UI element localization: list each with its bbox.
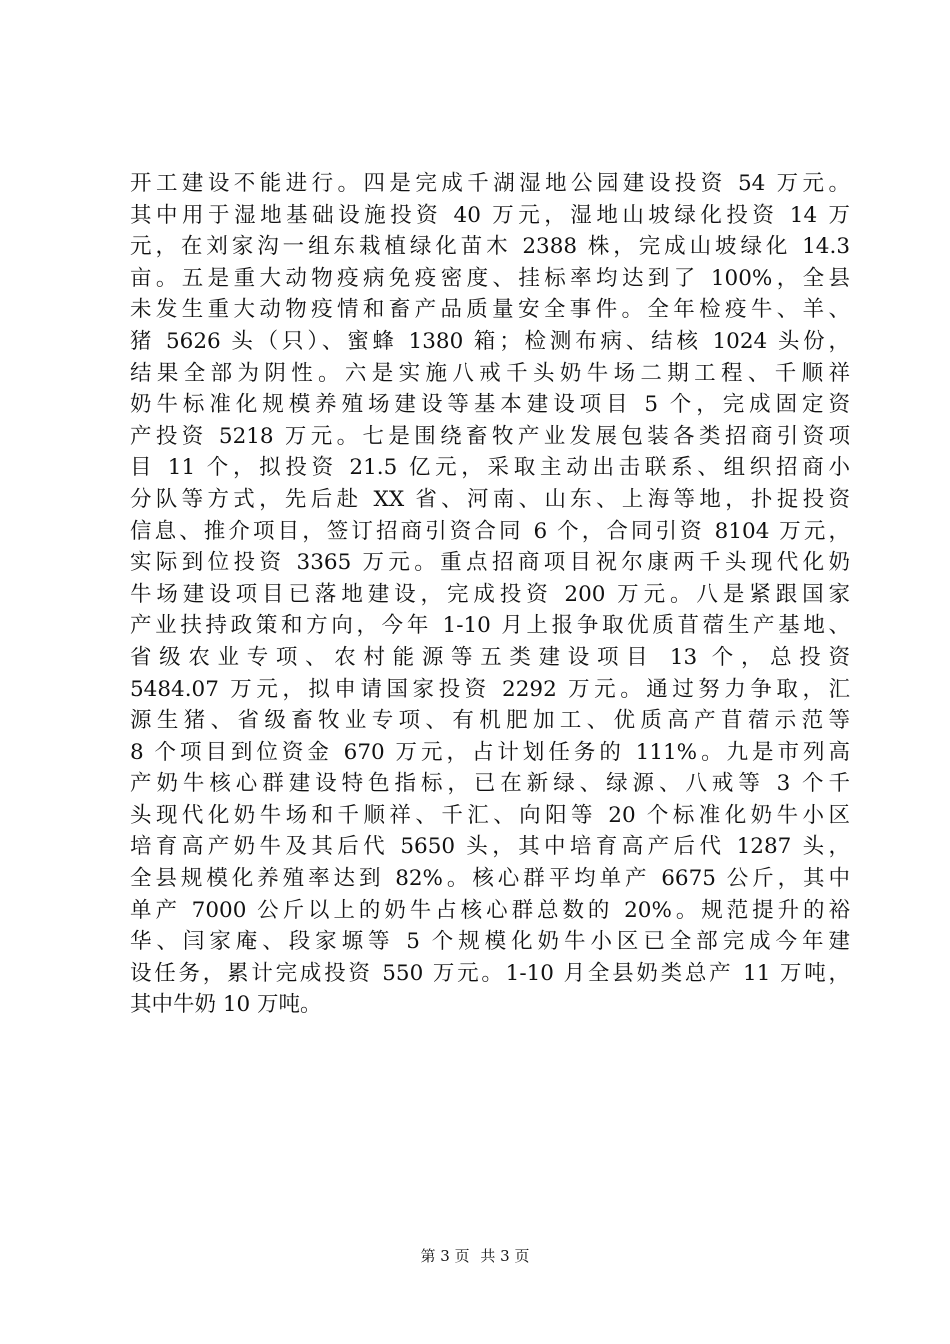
text-line-22: 培育高产奶牛及其后代 5650 头，其中培育高产后代 1287 头， <box>130 834 850 860</box>
text-line-1: 开工建设不能进行。四是完成千湖湿地公园建设投资 54 万元。 <box>130 171 850 196</box>
body-paragraph <box>130 168 850 1021</box>
text-line-19: 8 个项目到位资金 670 万元，占计划任务的 111%。九是市列高 <box>130 739 850 765</box>
text-line-23: 全县规模化养殖率达到 82%。核心群平均单产 6675 公斤，其中 <box>130 866 850 892</box>
text-line-17: 5484.07 万元，拟申请国家投资 2292 万元。通过努力争取，汇 <box>130 676 850 702</box>
text-line-16: 省级农业专项、农村能源等五类建设项目 13 个，总投资 <box>130 644 850 670</box>
text-line-10: 目 11 个，拟投资 21.5 亿元，采取主动出击联系、组织招商小 <box>130 455 850 481</box>
text-line-8: 奶牛标准化规模养殖场建设等基本建设项目 5 个，完成固定资 <box>130 392 850 418</box>
text-line-11: 分队等方式，先后赴 XX 省、河南、山东、上海等地，扑捉投资 <box>130 486 850 512</box>
text-line-5: 未发生重大动物疫情和畜产品质量安全事件。全年检疫牛、羊、 <box>130 297 850 323</box>
page-footer <box>0 1244 950 1268</box>
text-line-26: 设任务，累计完成投资 550 万元。1-10 月全县奶类总产 11 万吨， <box>130 960 850 986</box>
page-total: 共 3 页 <box>480 1247 530 1265</box>
text-line-2: 其中用于湿地基础设施投资 40 万元，湿地山坡绿化投资 14 万 <box>130 202 850 228</box>
page-number: 第 3 页 <box>420 1247 470 1265</box>
text-line-6: 猪 5626 头（只）、蜜蜂 1380 箱；检测布病、结核 1024 头份， <box>130 328 850 354</box>
text-line-18: 源生猪、省级畜牧业专项、有机肥加工、优质高产苜蓿示范等 <box>130 708 850 734</box>
text-line-15: 产业扶持政策和方向，今年 1-10 月上报争取优质苜蓿生产基地、 <box>130 613 850 639</box>
text-line-25: 华、闫家庵、段家塬等 5 个规模化奶牛小区已全部完成今年建 <box>130 929 850 955</box>
text-line-13: 实际到位投资 3365 万元。重点招商项目祝尔康两千头现代化奶 <box>130 550 850 576</box>
text-line-4: 亩。五是重大动物疫病免疫密度、挂标率均达到了 100%，全县 <box>130 265 850 291</box>
text-line-24: 单产 7000 公斤以上的奶牛占核心群总数的 20%。规范提升的裕 <box>130 897 850 923</box>
text-line-9: 产投资 5218 万元。七是围绕畜牧产业发展包装各类招商引资项 <box>130 423 850 449</box>
text-line-7: 结果全部为阴性。六是实施八戒千头奶牛场二期工程、千顺祥 <box>130 360 850 386</box>
text-line-20: 产奶牛核心群建设特色指标，已在新绿、绿源、八戒等 3 个千 <box>130 771 850 797</box>
text-line-3: 元，在刘家沟一组东栽植绿化苗木 2388 株，完成山坡绿化 14.3 <box>130 234 850 260</box>
text-line-27: 其中牛奶 10 万吨。 <box>130 992 322 1018</box>
text-line-21: 头现代化奶牛场和千顺祥、千汇、向阳等 20 个标准化奶牛小区 <box>130 802 850 828</box>
text-line-14: 牛场建设项目已落地建设，完成投资 200 万元。八是紧跟国家 <box>130 581 850 607</box>
text-line-12: 信息、推介项目，签订招商引资合同 6 个，合同引资 8104 万元， <box>130 518 850 544</box>
